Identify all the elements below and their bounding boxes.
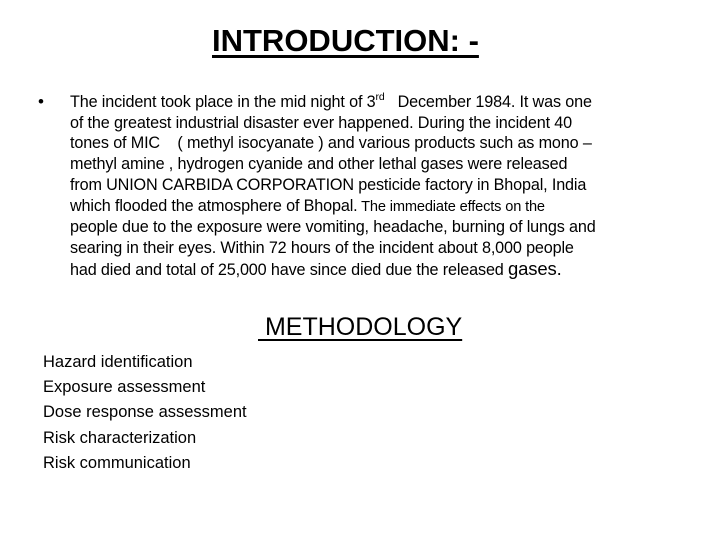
- bullet-marker: •: [38, 92, 44, 111]
- paragraph-line-7: people due to the exposure were vomiting, headache, burning of lungs and: [70, 218, 596, 237]
- methodology-item-exposure-assessment: Exposure assessment: [43, 378, 206, 397]
- slide-title: INTRODUCTION: -: [212, 23, 479, 58]
- introduction-paragraph: [70, 92, 714, 280]
- methodology-list: [43, 350, 247, 476]
- paragraph-line-6-text: which flooded the atmosphere of Bhopal.: [70, 196, 358, 215]
- paragraph-line-9-text: had died and total of 25,000 have since died due the released: [70, 260, 508, 279]
- paragraph-line-9: [70, 259, 714, 281]
- paragraph-line-2: of the greatest industrial disaster ever happened. During the incident 40: [70, 113, 572, 132]
- paragraph-line-4: methyl amine , hydrogen cyanide and other lethal gases were released: [70, 155, 568, 174]
- paragraph-line-1: [70, 92, 714, 113]
- methodology-item-risk-characterization: Risk characterization: [43, 428, 197, 447]
- methodology-item-hazard-identification: Hazard identification: [43, 353, 193, 371]
- paragraph-line-8: searing in their eyes. Within 72 hours of the incident about 8,000 people: [70, 238, 574, 257]
- paragraph-line-6: [70, 196, 714, 218]
- paragraph-line-1-text: The incident took place in the mid night of 3: [70, 93, 376, 111]
- methodology-item-risk-communication: Risk communication: [43, 453, 191, 472]
- paragraph-line-5: from UNION CARBIDA CORPORATION pesticide factory in Bhopal, India: [70, 175, 587, 194]
- ordinal-suffix: rd: [375, 90, 385, 103]
- paragraph-line-9-end: gases.: [508, 257, 562, 279]
- paragraph-line-6-small: The immediate effects on the: [357, 198, 545, 215]
- methodology-title: METHODOLOGY: [258, 313, 463, 341]
- methodology-item-dose-response-assessment: Dose response assessment: [43, 403, 247, 422]
- paragraph-line-1-rest: December 1984. It was one: [384, 93, 592, 111]
- paragraph-line-3: tones of MIC ( methyl isocyanate ) and various products such as mono –: [70, 134, 592, 153]
